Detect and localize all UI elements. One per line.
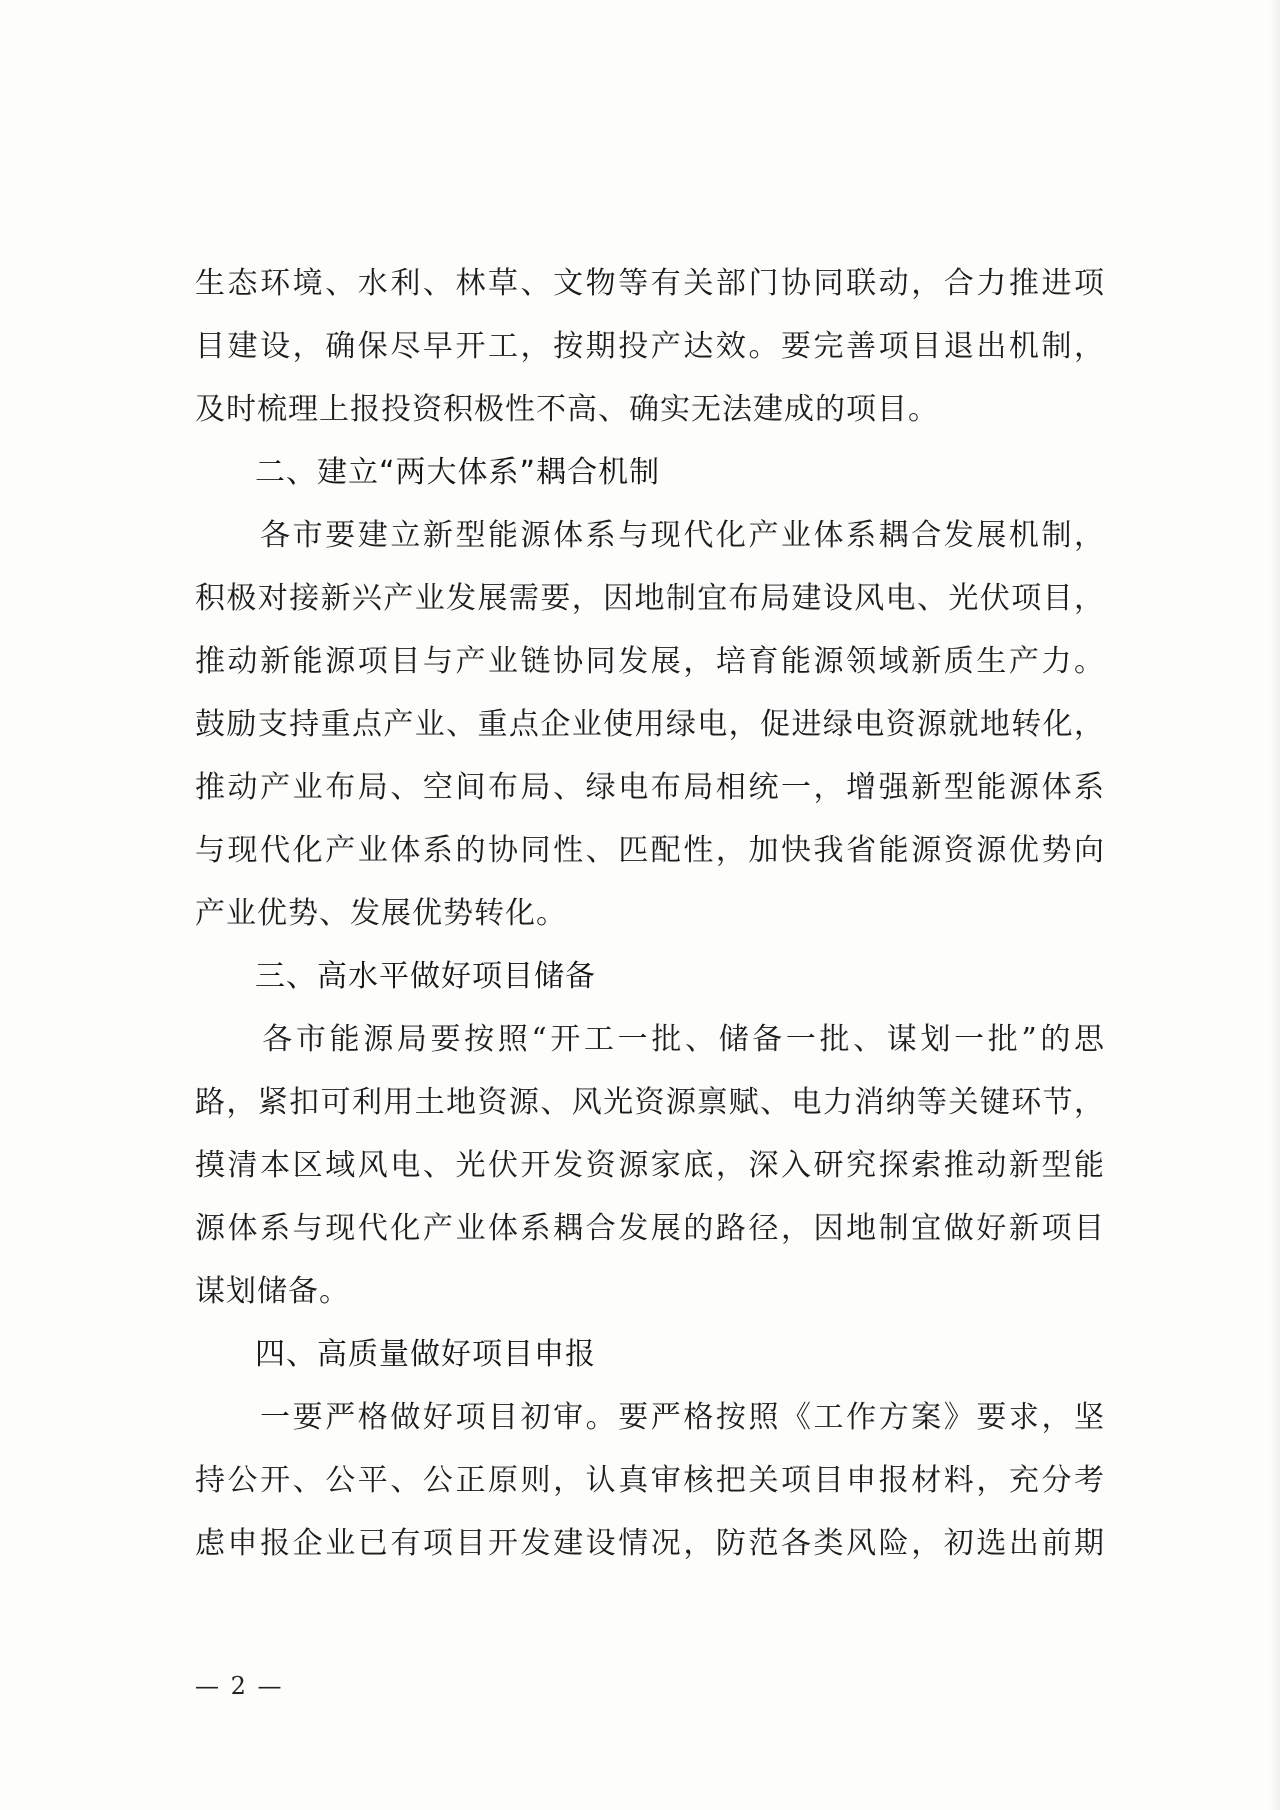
paragraph (195, 252, 1105, 441)
paragraph (195, 1386, 1105, 1575)
document-body (195, 252, 1105, 1575)
text-line: 目建设，确保尽早开工，按期投产达效。要完善项目退出机制， (195, 329, 1105, 364)
text-line: 持公开、公平、公正原则，认真审核把关项目申报材料，充分考 (195, 1463, 1105, 1498)
text-line: 源体系与现代化产业体系耦合发展的路径，因地制宜做好新项目 (195, 1211, 1105, 1246)
text-line: 各市要建立新型能源体系与现代化产业体系耦合发展机制， (195, 518, 1105, 553)
text-line: 各市能源局要按照“开工一批、储备一批、谋划一批”的思 (195, 1022, 1105, 1057)
section-heading: 二、建立“两大体系”耦合机制 (255, 455, 661, 490)
paragraph (195, 504, 1105, 945)
text-line: 摸清本区域风电、光伏开发资源家底，深入研究探索推动新型能 (195, 1148, 1105, 1183)
text-line: 生态环境、水利、林草、文物等有关部门协同联动，合力推进项 (195, 266, 1105, 301)
text-line: 及时梳理上报投资积极性不高、确实无法建成的项目。 (195, 392, 939, 427)
paragraph (195, 1008, 1105, 1323)
text-line: 推动新能源项目与产业链协同发展，培育能源领域新质生产力。 (195, 644, 1105, 679)
text-line: 与现代化产业体系的协同性、匹配性，加快我省能源资源优势向 (195, 833, 1105, 868)
text-line: 鼓励支持重点产业、重点企业使用绿电，促进绿电资源就地转化， (195, 707, 1105, 742)
section-heading: 三、高水平做好项目储备 (255, 959, 596, 994)
page-edge-shadow (1270, 0, 1280, 1810)
section-heading: 四、高质量做好项目申报 (255, 1337, 596, 1372)
text-line: 路，紧扣可利用土地资源、风光资源禀赋、电力消纳等关键环节， (195, 1085, 1105, 1120)
text-line: 虑申报企业已有项目开发建设情况，防范各类风险，初选出前期 (195, 1526, 1105, 1561)
text-line: 谋划储备。 (195, 1274, 350, 1309)
text-line: 一要严格做好项目初审。要严格按照《工作方案》要求，坚 (195, 1400, 1105, 1435)
text-line: 积极对接新兴产业发展需要，因地制宜布局建设风电、光伏项目， (195, 581, 1105, 616)
page-number: — 2 — (195, 1672, 284, 1700)
text-line: 推动产业布局、空间布局、绿电布局相统一，增强新型能源体系 (195, 770, 1105, 805)
text-line: 产业优势、发展优势转化。 (195, 896, 567, 931)
